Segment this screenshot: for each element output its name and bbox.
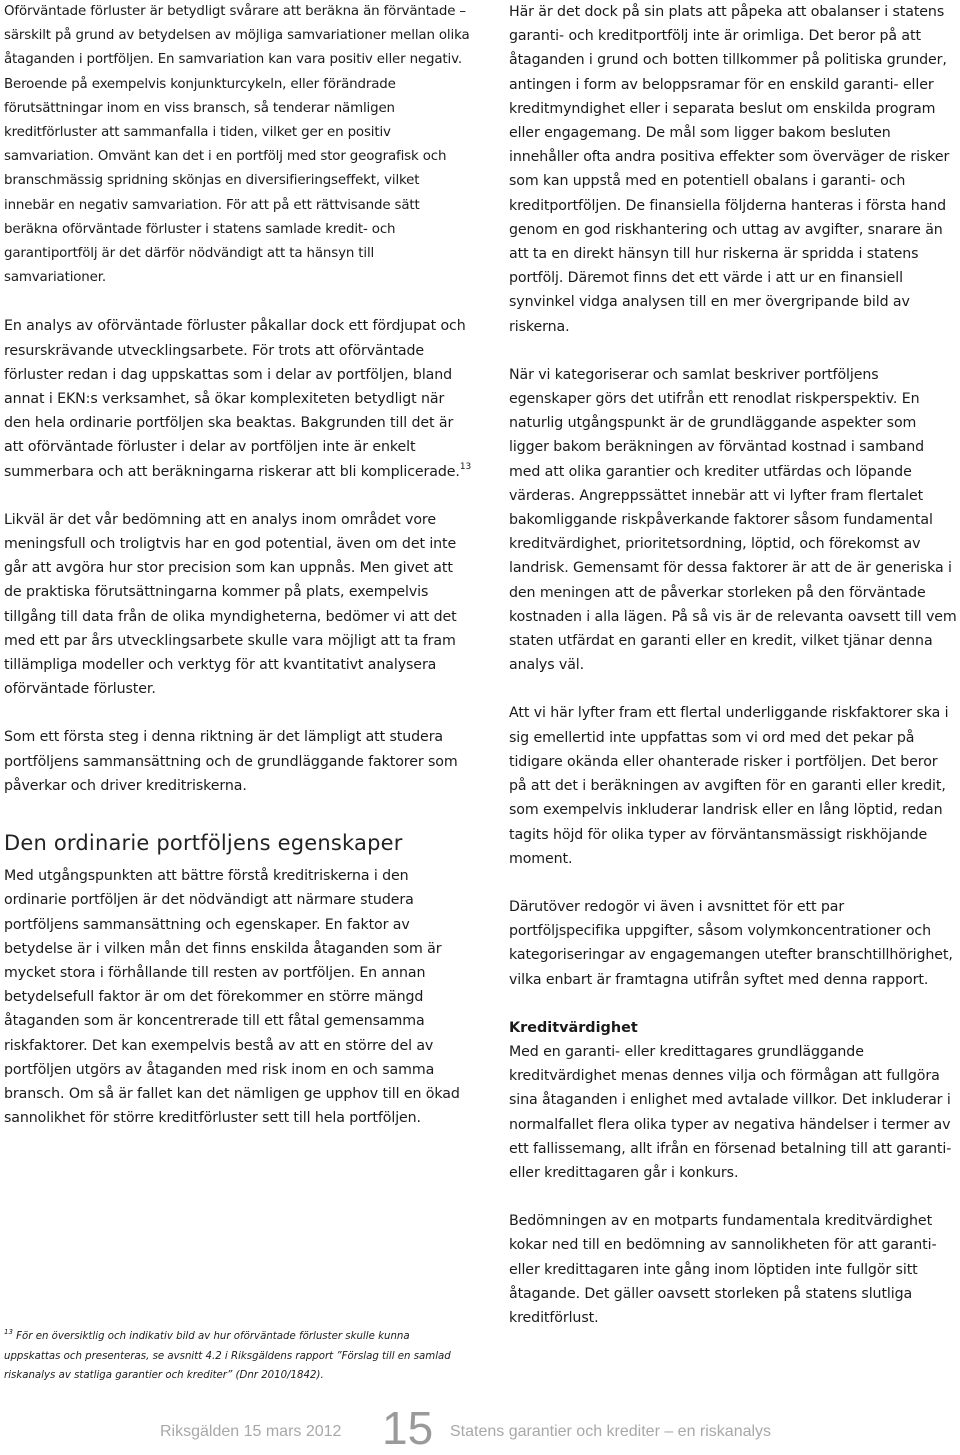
paragraph-counterparty-assessment: Bedömningen av en motparts fundamentala kreditvärdighet kokar ned till en bedömning av sannolikheten för att garanti- eller kredittagaren inte gång inom löptiden inte fullgör sitt åtagande. Det gäller oavsett storleken på statens slutliga kreditförlust. [509, 1213, 937, 1326]
footnote-text: För en översiktlig och indikativ bild av hur oförväntade förluster skulle kunna uppskattas och presenteras, se avsnitt 4.2 i Riksgäldens rapport ”Förslag till en samlad riskanalys av statliga garantier och krediter” (Dnr 2010/1842). [4, 1331, 451, 1381]
paragraph-creditworthiness: Med en garanti- eller kredittagares grundläggande kreditvärdighet menas dennes vilja och förmågan att fullgöra sina åtaganden i enlighet med avtalade villkor. Det inkluderar i normalfallet flera olika typer av negativa händelser i termer av ett fallissemang, allt ifrån en försenad betalning till att garanti- eller kredittagaren går i konkurs. [509, 1043, 952, 1181]
footnote [4, 1327, 464, 1386]
paragraph-analysis [4, 314, 472, 483]
page-number: 15 [382, 1402, 434, 1454]
paragraph-categorisation: När vi kategoriserar och samlat beskriver portföljens egenskaper görs det utifrån ett renodlat riskperspektiv. En naturlig utgångspunkt är de grundläggande aspekter som ligger bakom beräkningen av förväntad kostnad i samband med att olika garantier och krediter utfärdas och löpande värderas. Angreppssättet innebär att vi lyfter fram flertalet bakomliggande riskpåverkande faktorer såsom fundamental kreditvärdighet, prioritetsordning, löptid, och förekomst av landrisk. Gemensamt för dessa faktorer är att de är generiska i den meningen att de påverkar storleken på den förväntade kostnaden i alla lägen. På så vis är de relevanta oavsett till vem staten utfärdat en garanti eller en kredit, vilket tjänar denna analys väl. [509, 366, 957, 674]
right-column [509, 0, 957, 1354]
page-footer [0, 1402, 960, 1454]
paragraph-assessment: Likväl är det vår bedömning att en analys inom området vore meningsfull och troligtvis har en god potential, även om det inte går att avgöra hur stor precision som kan uppnås. Men givet att de praktiska förutsättningarna kommer på plats, exempelvis tillgång till data från de olika myndigheterna, bedömer vi att det med ett par års utvecklingsarbete skulle vara möjligt att ta fram tillämpliga modeller och verktyg för att kvantitativt analysera oförväntade förluster. [4, 511, 457, 698]
paragraph-analysis-text: En analys av oförväntade förluster påkallar dock ett fördjupat och resurskrävande utvecklingsarbete. För trots att oförväntade förluster redan i dag uppskattas som i delar av portföljen, bland annat i EKN:s verksamhet, så ökar komplexiteten betydligt när den hela ordinarie portföljen ska beaktas. Bakgrunden till det är att oförväntade förluster i delar av portföljen inte är enkelt summerbara och att beräkningarna riskerar att bli komplicerade. [4, 318, 466, 480]
footer-report-title: Statens garantier och krediter – en riskanalys [450, 1423, 772, 1440]
section-heading: Den ordinarie portföljens egenskaper [4, 831, 403, 856]
left-column [4, 0, 472, 1154]
paragraph-portfolio-properties: Med utgångspunkten att bättre förstå kreditriskerna i den ordinarie portföljen är det nödvändigt att närmare studera portföljens sammansättning och egenskaper. En faktor av betydelse är i vilken mån det finns enskilda åtaganden som är mycket stora i förhållande till resten av portföljen. En annan betydelsefull faktor är om det förekommer en större mängd åtaganden som är koncentrerade till ett fåtal gemensamma riskfaktorer. Det kan exempelvis bestå av att en större del av portföljen utgörs av åtaganden med risk inom en och samma bransch. Om så är fallet kan det nämligen ge upphov till en ökad sannolikhet för större kreditförluster sett till hela portföljen. [4, 868, 460, 1127]
paragraph-portfolio-specifics: Därutöver redogör vi även i avsnittet för ett par portföljspecifika uppgifter, såsom volymkoncentrationer och kategoriseringar av engagemangen utefter branschtillhörighet, vilka enbart är framtagna utifrån syftet med denna rapport. [509, 898, 953, 988]
paragraph-first-step: Som ett första steg i denna riktning är det lämpligt att studera portföljens sammansättning och de grundläggande faktorer som påverkar och driver kreditriskerna. [4, 729, 458, 794]
footnote-number: 13 [4, 1328, 13, 1336]
paragraph-imbalances: Här är det dock på sin plats att påpeka att obalanser i statens garanti- och kreditportfölj inte är orimliga. Det beror på att åtaganden i grund och botten tillkommer på politiska grunder, antingen i form av beloppsramar för en enskild garanti- eller kreditmyndighet eller i separata beslut om enskilda program eller engagemang. De mål som ligger bakom besluten innehåller ofta andra positiva effekter som överväger de risker som kan uppstå med en potentiell obalans i garanti- och kreditportföljen. De finansiella följderna hanteras i första hand genom en god riskhantering och uttag av avgifter, snarare än att ta en direkt hänsyn till hur riskerna är spridda i statens portfölj. Däremot finns det ett värde i att ur en finansiell synvinkel vidga analysen till en mer övergripande bild av riskerna. [509, 4, 950, 335]
paragraph-risk-factors: Att vi här lyfter fram ett flertal underliggande riskfaktorer ska i sig emellertid inte uppfattas som vi ord med det pekar på tidigare okända eller ohanterade risker i portföljen. Det beror på att det i beräkningen av avgiften för en garanti eller kredit, som exempelvis inkluderar landrisk eller en lång löptid, redan tagits höjd för olika typer av förväntansmässigt riskhöjande moment. [509, 705, 949, 867]
subheading-creditworthiness: Kreditvärdighet [509, 1019, 638, 1036]
paragraph-unexpected-losses: Oförväntade förluster är betydligt svårare att beräkna än förväntade – särskilt på grund av betydelsen av möjliga samvariationer mellan olika åtaganden i portföljen. En samvariation kan vara positiv eller negativ. Beroende på exempelvis konjunkturcykeln, eller förändrade förutsättningar inom en viss bransch, så tenderar nämligen kreditförluster att sammanfalla i tiden, vilket ger en positiv samvariation. Omvänt kan det i en portfölj med stor geografisk och branschmässig spridning skönjas en diversifieringseffekt, vilket innebär en negativ samvariation. För att på ett rättvisande sätt beräkna oförväntade förluster i statens samlade kredit- och garantiportfölj är det därför nödvändigt att ta hänsyn till samvariationer. [4, 4, 470, 286]
footer-publisher-date: Riksgälden 15 mars 2012 [160, 1423, 342, 1440]
footnote-reference[interactable]: 13 [459, 461, 472, 472]
